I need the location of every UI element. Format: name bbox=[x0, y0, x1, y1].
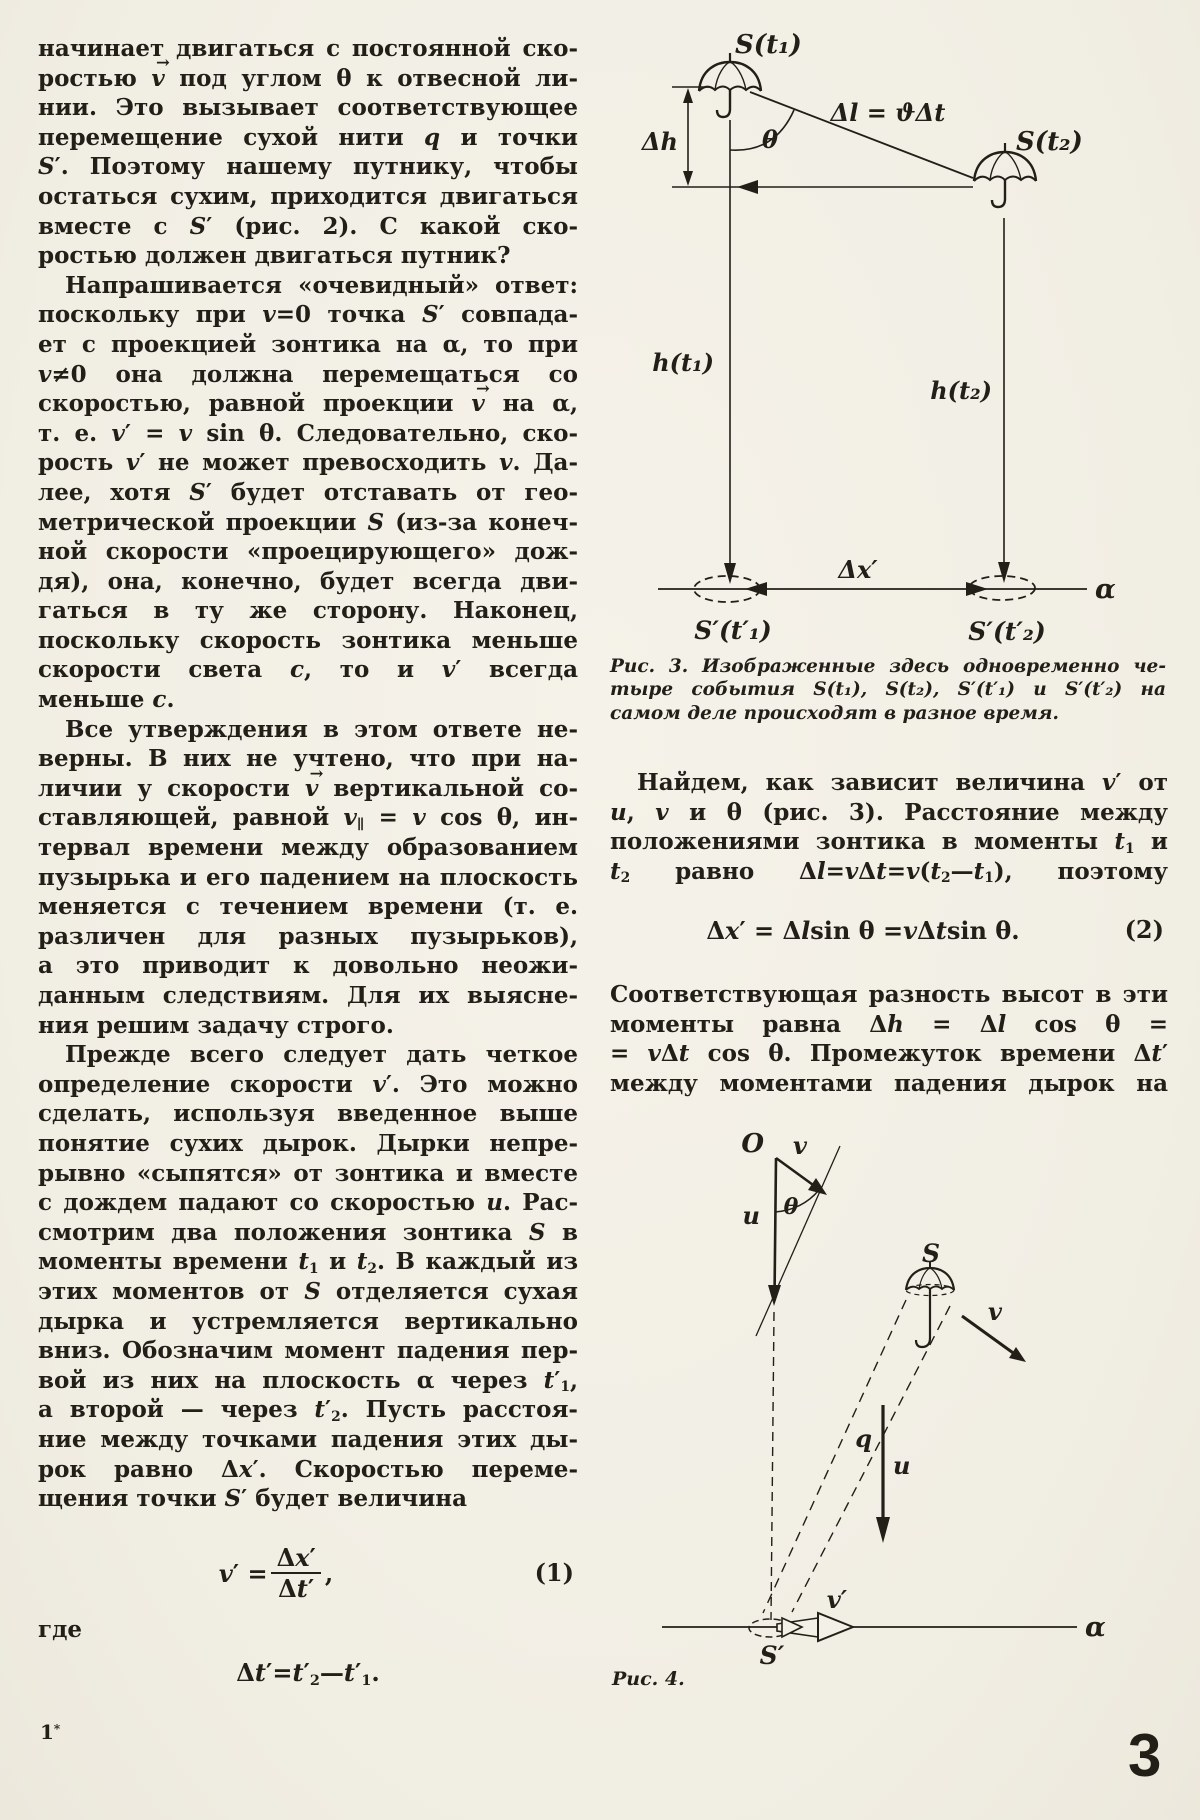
text-line: положениями зонтика в моменты $t_1$ и bbox=[610, 828, 1168, 857]
label-s-prime-t2: S′(t′₂) bbox=[968, 617, 1046, 646]
text-line: с дождем падают со скоростью u. Рас- bbox=[38, 1189, 579, 1217]
text-line: верны. В них не учтено, что при на- bbox=[38, 745, 578, 773]
dry-thread-right-dashed bbox=[792, 1306, 950, 1612]
text-line: лее, хотя S′ будет отставать от гео- bbox=[38, 478, 578, 506]
figure-4 bbox=[600, 1118, 1168, 1688]
text-line: S′. Поэтому нашему путнику, чтобы bbox=[38, 153, 578, 181]
text-line: остаться сухим, приходится двигаться bbox=[38, 182, 578, 210]
label-delta-h: Δh bbox=[641, 127, 678, 156]
label-alpha: α bbox=[1095, 574, 1116, 605]
text-line: а это приводит к довольно неожи- bbox=[38, 952, 578, 980]
label-s: S bbox=[921, 1239, 941, 1268]
text-line: Прежде всего следует дать четкое bbox=[65, 1041, 578, 1069]
text-line: ростью должен двигаться путник? bbox=[38, 242, 511, 270]
text-line: вой из них на плоскость α через $t'_1$, bbox=[38, 1366, 578, 1396]
label-delta-x: Δx′ bbox=[838, 555, 878, 584]
label-theta: θ bbox=[761, 125, 779, 154]
figure-4-lines bbox=[662, 1146, 1077, 1637]
text-line: между моментами падения дырок на bbox=[610, 1069, 1168, 1097]
figure-4-arrowheads bbox=[768, 1178, 1026, 1543]
article-left-column bbox=[38, 34, 578, 1514]
label-q: q bbox=[855, 1424, 872, 1453]
label-alpha: α bbox=[1085, 1612, 1106, 1643]
text-line: скорости света c, то и v′ всегда bbox=[38, 656, 578, 684]
text-line: перемещение сухой нити q и точки bbox=[38, 123, 578, 151]
text-line: $t_2$ равно $\Delta l=v\Delta t=v(t_2—t_1)$, поэтому bbox=[610, 857, 1168, 887]
text-line: ет с проекцией зонтика на α, то при bbox=[38, 330, 578, 358]
text-line: ставляющей, равной $v_\parallel = v$ cos θ, ин- bbox=[38, 804, 579, 833]
label-theta: θ bbox=[783, 1194, 799, 1220]
text-line: метрической проекции S (из-за конеч- bbox=[38, 508, 578, 536]
where-label: где bbox=[38, 1616, 83, 1643]
label-s-prime: S′ bbox=[759, 1641, 785, 1670]
umbrella-icon bbox=[699, 53, 761, 117]
text-line: скоростью, равной проекции v → на α, bbox=[38, 389, 578, 419]
formula-1-number: (1) bbox=[534, 1557, 574, 1587]
formula-1-comma: , bbox=[324, 1558, 334, 1588]
text-line: рок равно Δx′. Скоростью переме- bbox=[38, 1455, 578, 1483]
text-line: дырка и устремляется вертикально bbox=[38, 1307, 578, 1335]
formula-1-fraction bbox=[270, 1542, 323, 1603]
text-line: сделать, используя введенное выше bbox=[38, 1100, 578, 1128]
text-line: поскольку скорость зонтика меньше bbox=[38, 626, 578, 654]
formula-1 bbox=[38, 1534, 578, 1612]
text-line: определение скорости v′. Это можно bbox=[38, 1070, 578, 1098]
figure-3-arrowheads bbox=[683, 88, 1010, 596]
text-line: нии. Это вызывает соответствующее bbox=[38, 94, 578, 122]
article-right-column-block1 bbox=[610, 768, 1168, 886]
text-line: v≠0 она должна перемещаться со bbox=[38, 360, 578, 388]
text-line: самом деле происходят в разное время. bbox=[610, 702, 1059, 724]
text-line: моменты времени $t_1$ и $t_2$. В каждый из bbox=[38, 1248, 579, 1277]
article-right-column-block2 bbox=[610, 980, 1168, 1098]
label-h-t2: h(t₂) bbox=[930, 376, 992, 405]
text-line: рость v′ не может превосходить v. Да- bbox=[38, 449, 579, 477]
text-line: гаться в ту же сторону. Наконец, bbox=[38, 597, 578, 625]
text-line: моменты равна Δh = Δl cos θ = bbox=[610, 1010, 1168, 1038]
label-s-prime-t1: S′(t′₁) bbox=[694, 616, 772, 645]
text-line: смотрим два положения зонтика S в bbox=[38, 1218, 578, 1246]
label-v-side: v bbox=[988, 1297, 1002, 1326]
u-vector-line bbox=[775, 1158, 777, 1298]
text-line: тыре события S(t₁), S(t₂), S′(t′₁) и S′(t′₂) на bbox=[610, 679, 1166, 701]
text-line: а второй — через $t'_2$. Пусть расстоя- bbox=[38, 1396, 578, 1425]
text-line: ния решим задачу строго. bbox=[38, 1011, 394, 1039]
text-line: ной скорости «проецирующего» дож- bbox=[38, 538, 578, 566]
text-line: начинает двигаться с постоянной ско- bbox=[38, 35, 578, 62]
formula-delta-t: $\Delta t'=t'_2—t'_1$. bbox=[236, 1658, 380, 1689]
label-v-prime: v′ bbox=[826, 1585, 848, 1614]
text-line: Напрашивается «очевидный» ответ: bbox=[65, 271, 578, 299]
label-s-t2: S(t₂) bbox=[1016, 127, 1083, 157]
text-line: вниз. Обозначим момент падения пер- bbox=[38, 1337, 578, 1365]
text-line: тервал времени между образованием bbox=[38, 834, 578, 862]
page-number: 3 bbox=[1128, 1722, 1162, 1789]
formula-1-denominator: Δt′ bbox=[271, 1572, 321, 1602]
text-line: вместе с S′ (рис. 2). С какой ско- bbox=[38, 212, 578, 240]
text-line: пузырька и его падением на плоскость bbox=[38, 863, 578, 891]
label-u-top: u bbox=[742, 1201, 760, 1230]
text-line: различен для разных пузырьков), bbox=[38, 922, 578, 950]
formula-2-number: (2) bbox=[1124, 914, 1164, 944]
text-line: Найдем, как зависит величина v′ от bbox=[637, 769, 1168, 796]
text-line: ростью v → под углом θ к отвесной ли- bbox=[38, 64, 578, 94]
text-line: Рис. 3. Изображенные здесь одновременно че- bbox=[610, 656, 1166, 677]
text-line: дя), она, конечно, будет всегда дви- bbox=[38, 567, 578, 595]
text-line: поскольку при v=0 точка S′ совпада- bbox=[38, 301, 579, 329]
text-line: u, v и θ (рис. 3). Расстояние между bbox=[610, 798, 1168, 826]
figure-3-caption bbox=[610, 655, 1166, 725]
text-line: т. е. v′ = v sin θ. Следовательно, ско- bbox=[38, 419, 578, 447]
figure-4-caption: Рис. 4. bbox=[612, 1668, 685, 1690]
label-h-t1: h(t₁) bbox=[652, 348, 714, 377]
label-s-t1: S(t₁) bbox=[735, 30, 802, 60]
label-o: O bbox=[741, 1129, 764, 1159]
label-u-mid: u bbox=[893, 1451, 911, 1480]
text-line: Соответствующая разность высот в эти bbox=[610, 981, 1168, 1008]
footnote-mark: 1* bbox=[40, 1720, 61, 1744]
formula-2-expression: Δ x ′ = Δ l sin θ = v Δ t sin θ. bbox=[706, 915, 1020, 945]
text-line: щения точки S′ будет величина bbox=[38, 1485, 468, 1513]
v-prime-open-arrow bbox=[777, 1613, 853, 1641]
formula-2 bbox=[610, 908, 1168, 952]
label-v-top: v bbox=[793, 1131, 807, 1160]
text-line: данным следствиям. Для их выясне- bbox=[38, 982, 578, 1009]
text-line: меняется с течением времени (т. е. bbox=[38, 893, 578, 921]
text-line: этих моментов от S отделяется сухая bbox=[38, 1277, 578, 1305]
umbrella-icon bbox=[906, 1261, 954, 1347]
formula-1-lhs: v′ = bbox=[218, 1558, 268, 1588]
text-line: личии у скорости v → вертикальной со- bbox=[38, 774, 578, 804]
formula-1-expression bbox=[6, 1534, 546, 1612]
text-line: ние между точками падения этих ды- bbox=[38, 1425, 578, 1453]
text-line: рывно «сыпятся» от зонтика и вместе bbox=[38, 1159, 578, 1187]
text-line: понятие сухих дырок. Дырки непре- bbox=[38, 1129, 578, 1157]
text-line: меньше c. bbox=[38, 686, 175, 714]
figure-3 bbox=[600, 24, 1180, 650]
text-line: Все утверждения в этом ответе не- bbox=[65, 715, 578, 743]
text-line: = vΔt cos θ. Промежуток времени Δt′ bbox=[610, 1040, 1169, 1068]
label-delta-l: Δl = ϑΔt bbox=[830, 98, 946, 127]
formula-1-numerator: Δx′ bbox=[276, 1542, 316, 1572]
vertical-dashed-line bbox=[771, 1312, 774, 1620]
